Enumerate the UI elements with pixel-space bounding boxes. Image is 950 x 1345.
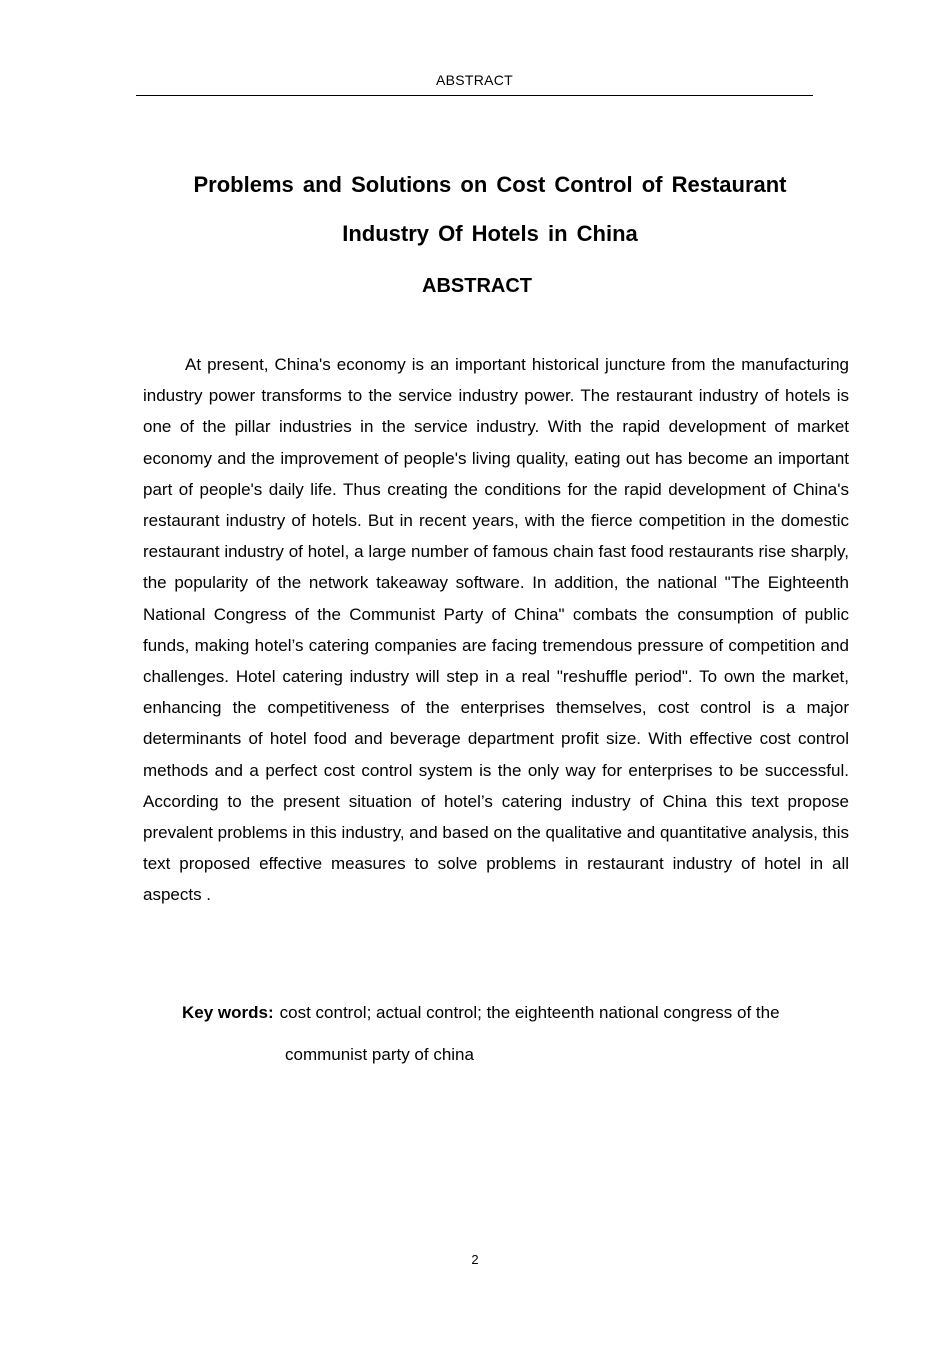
paper-title	[150, 160, 830, 258]
keywords-line-2: communist party of china	[285, 1045, 474, 1064]
keywords-section	[182, 992, 822, 1076]
paper-title-line-1: Problems and Solutions on Cost Control of Restaurant	[193, 172, 787, 197]
abstract-heading: ABSTRACT	[422, 275, 532, 297]
keywords-text-1: cost control; actual control; the eighteenth national congress of the	[279, 1003, 780, 1022]
keywords-line-1	[182, 992, 822, 1034]
paper-title-line-2: Industry Of Hotels in China	[342, 221, 638, 246]
page-number: 2	[471, 1252, 479, 1267]
running-header: ABSTRACT	[435, 72, 514, 88]
header-divider	[136, 95, 813, 96]
abstract-body: At present, China's economy is an important historical juncture from the manufacturing industry power transforms to the service industry power. The restaurant industry of hotels is one of the pillar industries in the service industry. With the rapid development of market economy and the improvement of people's living quality, eating out has become an important part of people's daily life. Thus creating the conditions for the rapid development of China's restaurant industry of hotels. But in recent years, with the fierce competition in the domestic restaurant industry of hotel, a large number of famous chain fast food restaurants rise sharply, the popularity of the network takeaway software. In addition, the national "The Eighteenth National Congress of the Communist Party of China" combats the consumption of public funds, making hotel’s catering companies are facing tremendous pressure of competition and challenges. Hotel catering industry will step in a real "reshuffle period". To own the market, enhancing the competitiveness of the enterprises themselves, cost control is a major determinants of hotel food and beverage department profit size. With effective cost control methods and a perfect cost control system is the only way for enterprises to be successful. According to the present situation of hotel’s catering industry of China this text propose prevalent problems in this industry, and based on the qualitative and quantitative analysis, this text proposed effective measures to solve problems in restaurant industry of hotel in all aspects .	[143, 355, 849, 905]
keywords-label: Key words:	[182, 1003, 274, 1022]
